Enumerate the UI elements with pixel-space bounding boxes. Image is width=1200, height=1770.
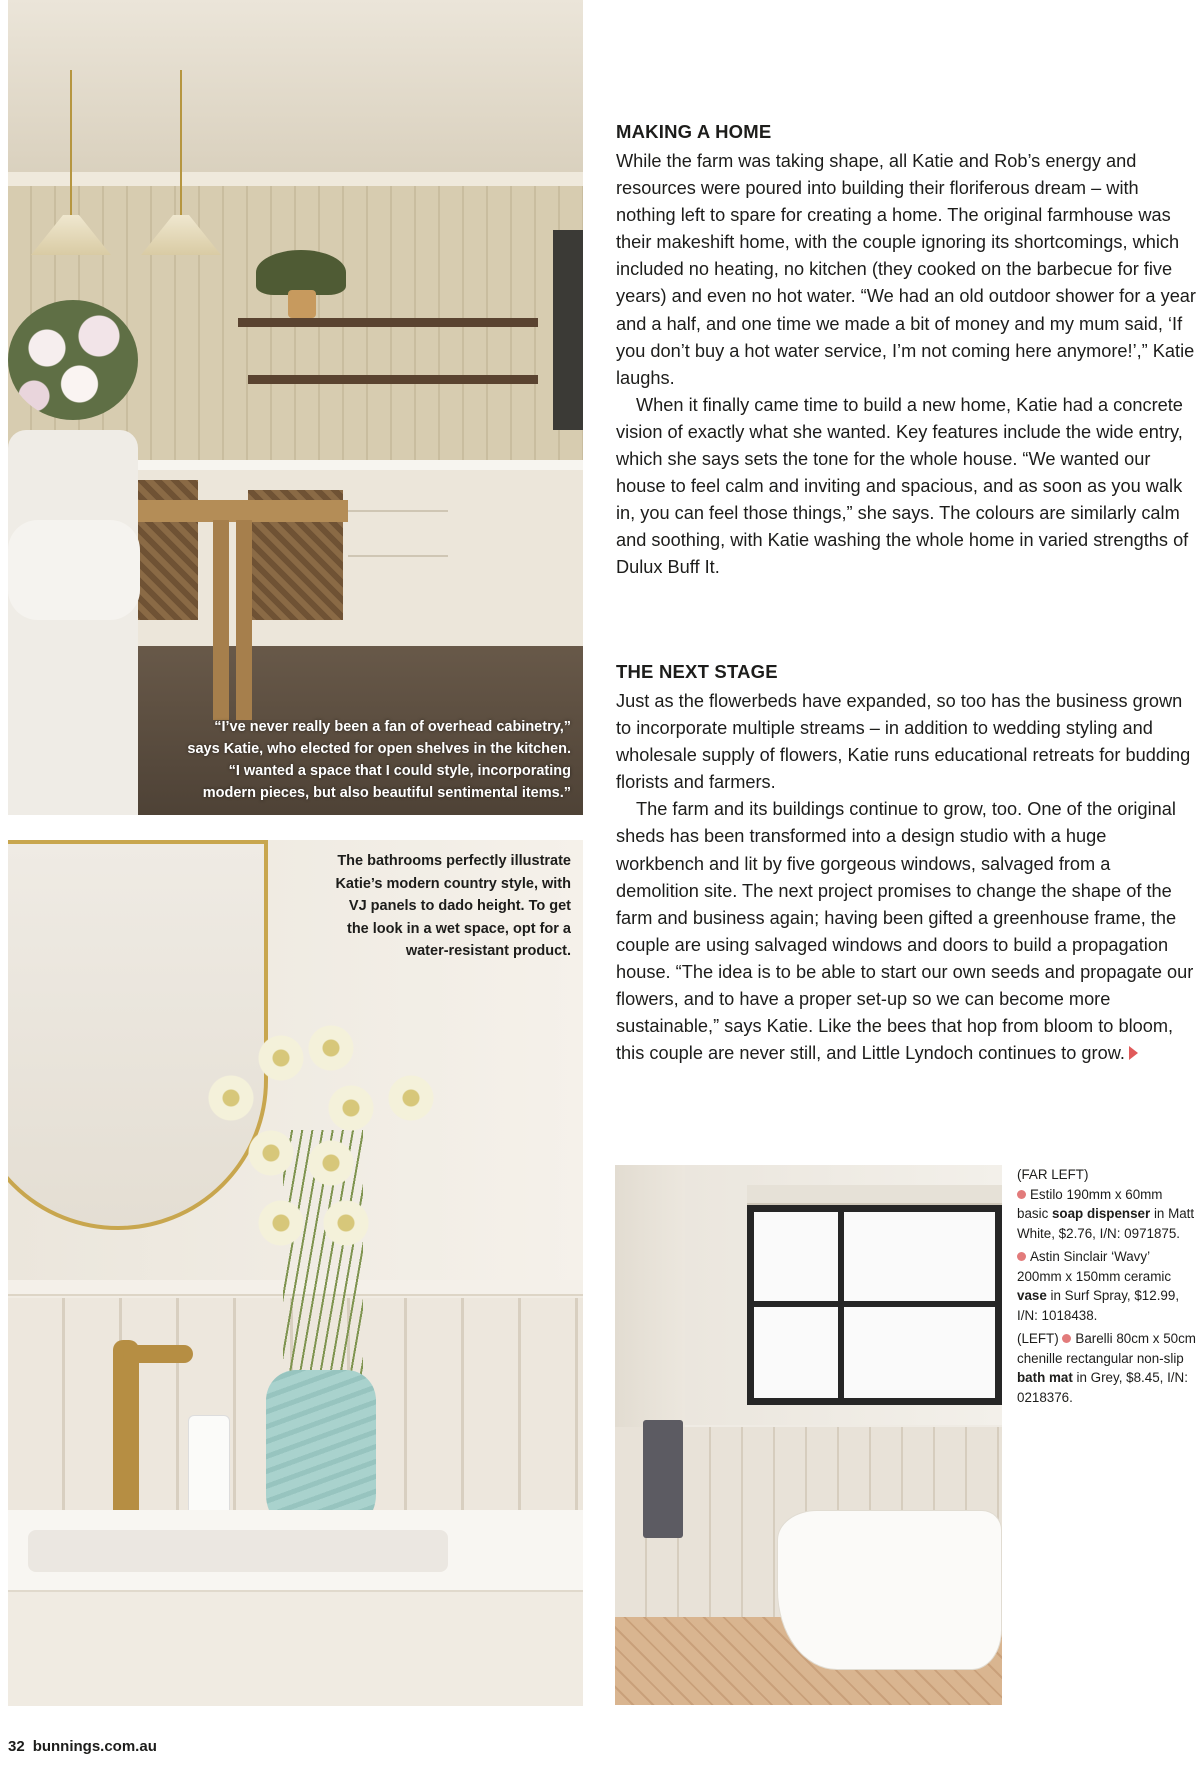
pendant-cord-left — [70, 70, 72, 220]
zinnia-bloom — [328, 1085, 374, 1131]
paragraph: The farm and its buildings continue to grow, too. One of the original sheds has been transformed into a design studio with a huge workbench and lit by five gorgeous windows, salvaged from a demolition site. The next project promises to change the shape of the farm and business again; having been gifted a greenhouse frame, the couple are using salvaged windows and doors to build a propagation house. “The idea is to be able to start our own seeds and propagate our flowers, and to have a proper set-up so we can become more sustainable,” says Katie. Like the bees that hop from bloom to bloom, this couple are never still, and Little Lyndoch continues to grow. — [616, 799, 1194, 1064]
paragraph: While the farm was taking shape, all Katie and Rob’s energy and resources were poured into building their floriferous dream – with nothing left to spare for creating a home. The original farmhouse was their makeshift home, with the couple ignoring its shortcomings, which included no heating, no kitchen (they cooked on the barbecue for five years) and even no hot water. “We had an old outdoor shower for a year and a half, and one time we made a bit of money and my mum said, ‘If you don’t buy a hot water service, I’m not coming here anymore!’,” Katie laughs. — [616, 151, 1196, 388]
freestanding-bath — [777, 1510, 1002, 1670]
kitchen-photo — [8, 0, 583, 815]
caption-line: modern pieces, but also beautiful sentimental items.” — [202, 785, 571, 801]
bullet-dot-icon — [1017, 1252, 1026, 1261]
zinnia-bloom — [258, 1035, 304, 1081]
plant-pot — [288, 290, 316, 318]
caption-line: the look in a wet space, opt for a — [347, 920, 571, 937]
section-heading-next-stage: THE NEXT STAGE — [616, 661, 778, 682]
caption-line: water-resistant product. — [405, 943, 571, 959]
drawer-line — [348, 510, 448, 512]
kitchen-benchtop — [88, 460, 583, 470]
sofa — [8, 430, 138, 815]
product-label-far-left: (FAR LEFT) — [1017, 1167, 1089, 1182]
caption-line: “I wanted a space that I could style, incorporating — [228, 763, 571, 779]
section-body-next-stage — [616, 688, 1196, 1067]
zinnia-bloom — [208, 1075, 254, 1121]
pendant-cord-right — [180, 70, 182, 220]
end-of-article-arrow-icon — [1129, 1046, 1138, 1060]
caption-line: Katie’s modern country style, with — [335, 875, 571, 892]
caption-line: “I’ve never really been a fan of overhead cabinetry,” — [214, 719, 571, 735]
grey-towel — [643, 1420, 683, 1538]
zinnia-bloom — [323, 1200, 369, 1246]
tap-spout — [123, 1345, 193, 1363]
website-url: bunnings.com.au — [32, 1738, 157, 1755]
section-heading-making-a-home: MAKING A HOME — [616, 121, 772, 142]
product-label-left: (LEFT) — [1017, 1331, 1059, 1346]
product-name: vase — [1017, 1288, 1047, 1303]
zinnia-bloom — [388, 1075, 434, 1121]
paragraph: When it finally came time to build a new home, Katie had a concrete vision of exactly what she wanted. Key features include the wide entry, which she says sets the tone for the whole house. “We wanted our house to feel calm and inviting and spacious, and as soon as you walk in, you can feel those things,” she says. The colours are similarly calm and soothing, with Katie washing the whole home in varied strengths of Dulux Buff It. — [616, 394, 1189, 578]
zinnia-bloom — [258, 1200, 304, 1246]
window-transom — [747, 1301, 1002, 1307]
bathroom-photo — [8, 840, 583, 1706]
zinnia-bloom — [308, 1025, 354, 1071]
section-body-making-a-home — [616, 148, 1196, 582]
product-name: bath mat — [1017, 1370, 1073, 1385]
page-footer — [8, 1738, 157, 1755]
product-item — [1017, 1247, 1197, 1325]
arched-mirror — [8, 840, 268, 1230]
caption-line: says Katie, who elected for open shelves in the kitchen. — [187, 741, 571, 757]
table-leg — [213, 520, 229, 720]
roller-blind — [747, 1185, 1002, 1205]
product-credits — [1017, 1165, 1197, 1411]
caption-line: VJ panels to dado height. To get — [348, 898, 571, 914]
product-text: in Matt White, $2.76, I/N: 0971875. — [1017, 1206, 1195, 1241]
bullet-dot-icon — [1017, 1190, 1026, 1199]
kitchen-window — [553, 230, 583, 430]
drawer-line — [348, 555, 448, 557]
zinnia-bloom — [308, 1140, 354, 1186]
dining-table — [118, 500, 348, 522]
open-shelf-bottom — [248, 375, 538, 384]
product-item — [1017, 1329, 1197, 1407]
sofa-arm — [8, 520, 140, 620]
table-leg — [236, 520, 252, 720]
product-name: soap dispenser — [1051, 1206, 1151, 1221]
product-text: Barelli 80cm x 50cm chenille rectangular non-slip — [1017, 1331, 1196, 1366]
product-item — [1017, 1185, 1197, 1244]
caption-line: The bathrooms perfectly illustrate — [337, 853, 571, 869]
zinnia-bloom — [248, 1130, 294, 1176]
product-text: Astin Sinclair ‘Wavy’ 200mm x 150mm ceramic — [1017, 1249, 1172, 1284]
page-number: 32 — [8, 1738, 25, 1755]
flower-arrangement — [8, 300, 138, 420]
bathroom-photo-caption — [281, 850, 571, 963]
bath-photo — [615, 1165, 1002, 1705]
paragraph-with-end-mark — [616, 796, 1196, 1067]
kitchen-photo-caption — [141, 716, 571, 804]
vanity-cabinet — [8, 1590, 583, 1706]
shelf-plant — [256, 250, 346, 295]
kitchen-cornice — [8, 172, 583, 186]
basin — [28, 1530, 448, 1572]
product-text: in Grey, $8.45, I/N: 0218376. — [1017, 1370, 1188, 1405]
bullet-dot-icon — [1062, 1334, 1071, 1343]
open-shelf-top — [238, 318, 538, 327]
product-text: Estilo 190mm x 60mm basic — [1017, 1186, 1163, 1221]
kitchen-ceiling — [8, 0, 583, 180]
paragraph: Just as the flowerbeds have expanded, so too has the business grown to incorporate multiple streams – in addition to wedding styling and wholesale supply of flowers, Katie runs educational retreats for budding florists and farmers. — [616, 691, 1191, 793]
product-text: in Surf Spray, $12.99, I/N: 1018438. — [1017, 1288, 1180, 1323]
